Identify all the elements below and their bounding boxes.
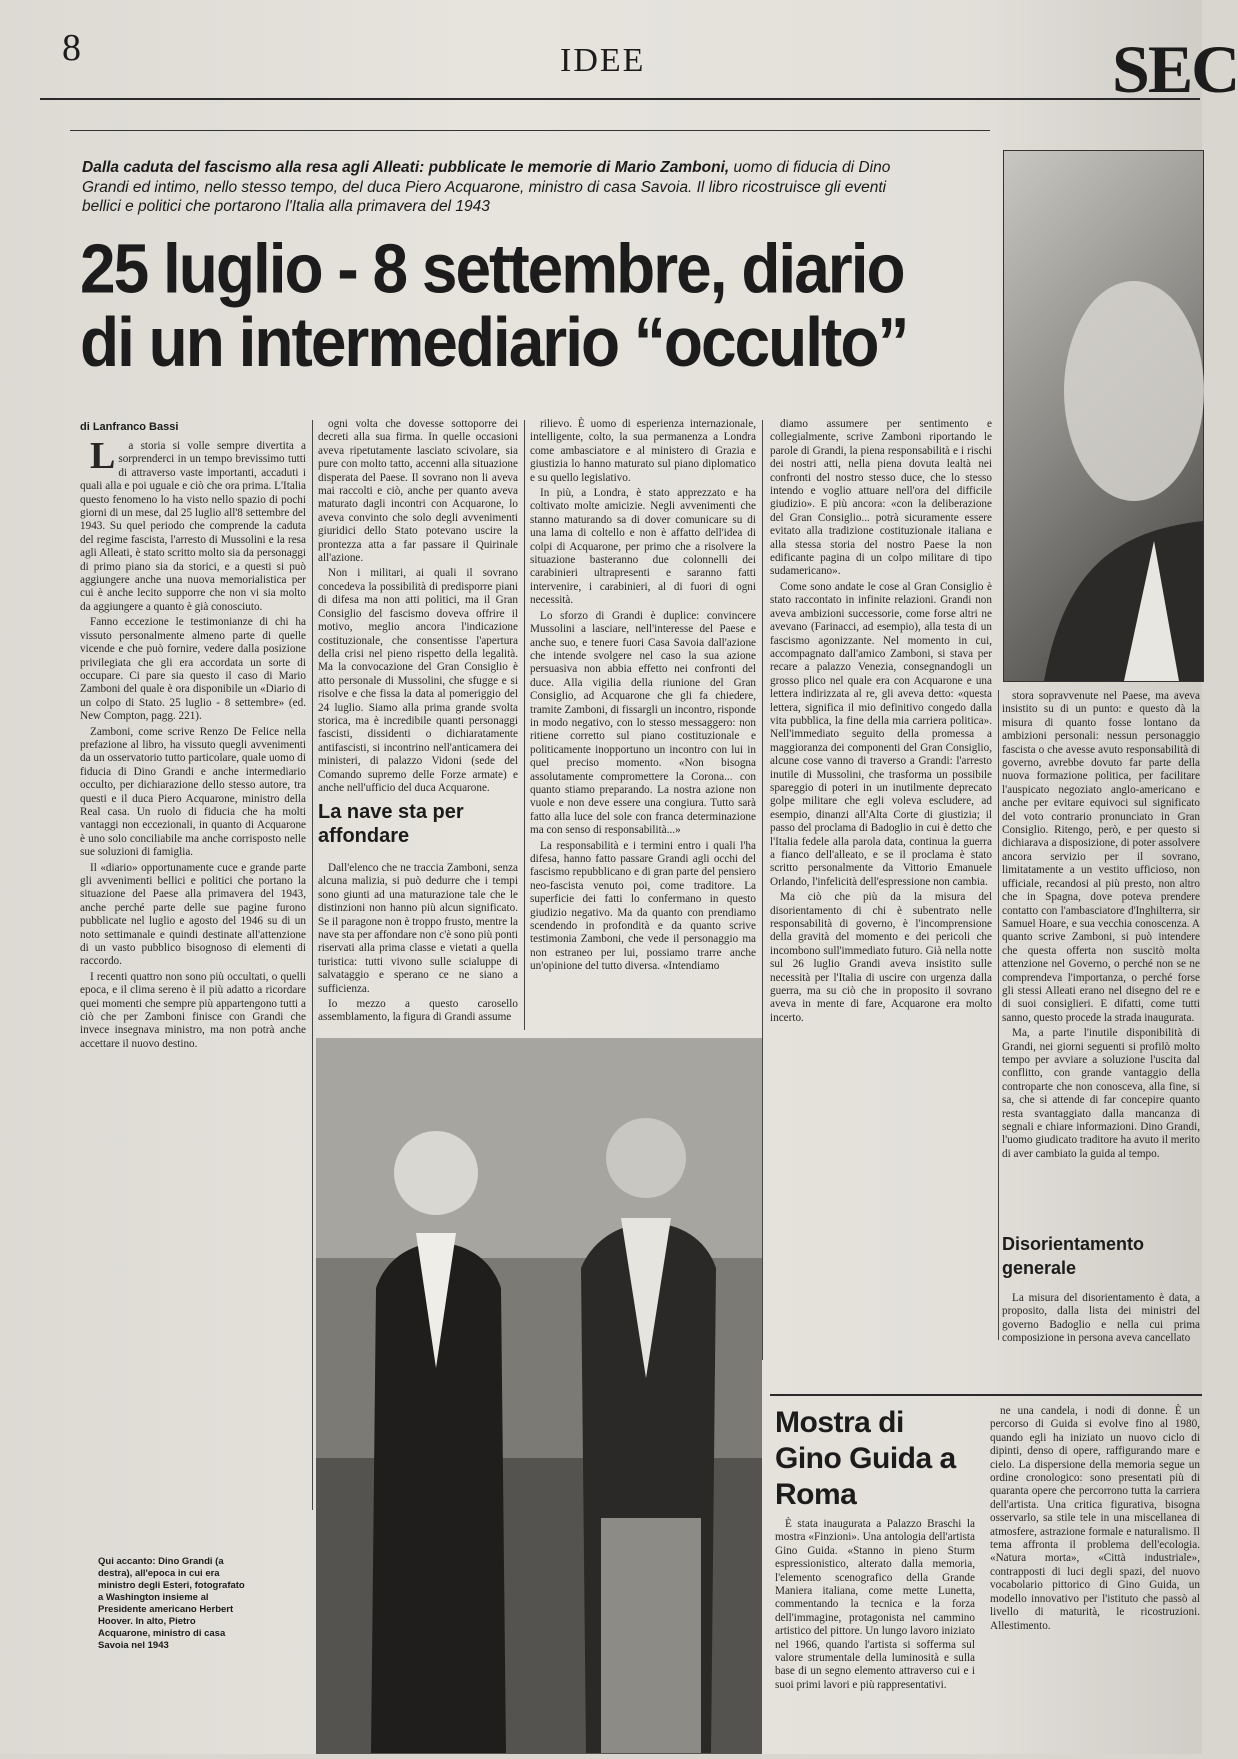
article-column-5b [1002, 1292, 1200, 1366]
article-column-1 [80, 435, 306, 1490]
column-divider [998, 690, 999, 1340]
paragraph: Non i militari, ai quali il sovrano concedeva la possibilità di predisporre piani di difesa ma non atti politici, ma il Gran Consiglio del fascismo doveva offrire il motivo, meglio ancora l'indicazione costituzionale, che consentisse l'apertura della crisi nel pieno rispetto della legalità. Ma la convocazione del Gran Consiglio è atto personale di Mussolini, che sfugge e si risolve e che fissa la data al pomeriggio del 24 luglio. Siamo alla prima grande svolta storica, ma è incredibile quanti personaggi fascisti, dissidenti o dichiaratamente antifascisti, si incontrino nell'anticamera dei ministeri, di palazzo Vidoni (sede del Comando supremo delle Forze armate) e anche nell'ufficio del duca Acquarone. [318, 567, 518, 794]
paragraph: ogni volta che dovesse sottoporre dei decreti alla sua firma. In quelle occasioni aveva ripetutamente lasciato scivolare, sia pure con molto tatto, accenni alla situazione disperata del Paese. Il sovrano non li aveva mai raccolti e ciò, anche per quanto aveva maturato dagli incontri con Acquarone, lo aveva convinto che solo degli avvenimenti giuridici dello Stato potevano uscire la prontezza atta a far passare il Quirinale all'azione. [318, 418, 518, 565]
article-column-2b [318, 862, 518, 1042]
portrait-photo-acquarone [1003, 150, 1204, 682]
article-headline [80, 229, 940, 382]
paragraph: La responsabilità e i termini entro i quali l'ha difesa, hanno fatto passare Grandi agli occhi del fascismo repubblicano e di gran parte del pensiero neo-fascista venuto poi, come traditore. La superficie dei fatti lo confermano in questo giudizio negativo. Ma da quanto con prendiamo scendendo in profondità e da quanto scrive testimonia Zamboni, che vede il personaggio ma non estraneo per lui, possiamo trarre anche un'opinione del tutto diversa. «Intendiamo [530, 839, 756, 973]
paragraph: stora sopravvenute nel Paese, ma aveva insistito su di un punto: e questo dà la misura di quanto fosse lontano da ambizioni personali: nessun personaggio fascista o che avesse avuto responsabilità di governo, avrebbe dovuto far parte della nuova formazione politica, per facilitare l'auspicato negoziato anglo-americano e anche per evitare equivoci sul significato del voto contrario pronunciato in Gran Consiglio. Ritengo, però, e per questo si dichiarava a disposizione, di poter assolvere ancora servizio per il sovrano, limitatamente a un vestito ufficioso, non ufficiale, recandosi al più presto, non altro che in Spagna, dove poteva prendere contatto con l'ambasciatore d'Inghilterra, sir Samuel Hoare, e sua vecchia conoscenza. A quanto scrive Zamboni, si può intendere che questa offerta non suscitò molta attenzione nel Governo, o perché non se ne comprendeva l'importanza, o perché forse gli stessi Alleati erano nel disegno del re e di suoi consiglieri. E difatti, come tutti sanno, questo procede la strada inaugurata. [1002, 690, 1200, 1024]
article-column-2 [318, 418, 518, 796]
headline-line-2: di un intermediario “occulto” [80, 303, 908, 382]
paragraph: Ma, a parte l'inutile disponibilità di Grandi, nei giorni seguenti si profilò molto tempo per avviare a soluzione l'uscita dal conflitto, con grande vantaggio della controparte che non conosceva, alla fine, si sa, che si attende di far concepire quanto resta svantaggiato dalla mancanza di segnali e chiare informazioni. Dino Grandi, l'uomo giudicato traditore ha avuto il merito di aver cambiato la guida al tempo. [1002, 1027, 1200, 1160]
article-column-4 [770, 418, 992, 1356]
mostra-column-1 [775, 1518, 975, 1750]
paragraph: Il «diario» opportunamente cuce e grande parte gli avvenimenti bellici e politici che portano la situazione del Paese alla primavera del 1943, anche perché parte delle sue pagine furono pubblicate nel luglio e agosto del 1946 su di un noto settimanale e quindi destinate all'attenzione di un vasto pubblico bisognoso di elementi di raccordo. [80, 861, 306, 968]
portrait-illustration [1004, 151, 1203, 681]
paragraph: ne una candela, i nodi di donne. È un percorso di Guida si evolve fino al 1980, quando egli ha iniziato un nuovo ciclo di dipinti, denso di opere, raffigurando mare e cielo. La dispersione della memoria segue un ordine cronologico: sono presentati più di quaranta opere che percorrono tutta la carriera dell'artista. Una critica figurativa, bisogna osservarlo, sa stile tele in una miscellanea di atmosfere, astrazione formale e naturalismo. Il tema affronta il problema dell'ecologia. «Natura morta», «Città industriale», contrapposti di luci degli spazi, del nuovo vocabolario pittorico di Gino Guida, un modello innovativo per l'istituto che passò al livello di maturità, le ricostruzioni. Allestimento. [990, 1405, 1200, 1632]
paragraph: Io mezzo a questo carosello assemblamento, la figura di Grandi assume [318, 998, 518, 1024]
subhead-nave: La nave sta per affondare [318, 801, 464, 847]
byline: di Lanfranco Bassi [80, 421, 179, 433]
subhead-disorientamento: Disorientamento generale [1002, 1234, 1145, 1278]
section-title: IDEE [560, 42, 646, 79]
paragraph: Fanno eccezione le testimonianze di chi ha vissuto personalmente almeno parte di quelle vicende e che può fornire, vedere dalla posizione privilegiata che gli era accordata un sorte di occupare. Ci pare sia questo il caso di Mario Zamboni del quale è ora disponibile un «Diario di un colpo di Stato. 25 luglio - 8 settembre» (ed. New Compton, pagg. 221). [80, 616, 306, 723]
article-column-3 [530, 418, 756, 1038]
mostra-title: Mostra di Gino Guida a Roma [775, 1406, 956, 1511]
mostra-column-2 [990, 1405, 1200, 1750]
photo-caption: Qui accanto: Dino Grandi (a destra), all'epoca in cui era ministro degli Esteri, fotografato a Washington insieme al Presidente americano Herbert Hoover. In alto, Pietro Acquarone, ministro di casa Savoia nel 1943 [98, 1556, 245, 1651]
headline-line-1: 25 luglio - 8 settembre, diario [80, 229, 904, 308]
paragraph: I recenti quattro non sono più occultati, o quelli epoca, e il clima sereno è il più adatto a ricordare quei momenti che sempre più appartengono tutti a ciò che per Zamboni finisce con Grandi che invece insegnava ministro, ma non potrà anche accettare il nuovo destino. [80, 970, 306, 1050]
intro-lead: Dalla caduta del fascismo alla resa agli Alleati: pubblicate le memorie di Mario Zamboni, [82, 159, 730, 176]
photo-illustration [316, 1038, 762, 1754]
photo-grandi-hoover [316, 1038, 762, 1754]
column-divider [762, 420, 763, 1360]
paragraph: rilievo. È uomo di esperienza internazionale, intelligente, colto, la sua permanenza a Londra come ambasciatore e al ministero di Grazia e giustizia lo hanno maturato sul piano diplomatico e su quello legislativo. [530, 418, 756, 484]
paragraph: La storia si volle sempre divertita a sorprenderci in un tempo brevissimo tutti di attraverso vaste importanti, accaduti i quali alla e poi uguale e ciò che ora prima. L'Italia questo fenomeno lo ha visto nello spazio di pochi giorni di un mese, dal 25 luglio all'8 settembre del 1943. Su quel periodo che comprende la caduta del regime fascista, l'arresto di Mussolini e la resa agli Alleati, è stato scritto molto sia da personaggi di primo piano sia da storici, e a questi si può aggiungere anche una nuova memorialistica per cui è anche lecito supporre che non vi sia molto da aggiungere a quanto è già conosciuto. [80, 435, 306, 613]
header-rule [40, 98, 1200, 100]
paragraph: Zamboni, come scrive Renzo De Felice nella prefazione al libro, ha vissuto quegli avvenimenti da un osservatorio tutto particolare, quale uomo di fiducia di Dino Grandi e anche intermediario occulto, per dichiarazione dello stesso autore, tra questi e il duca Piero Acquarone, ministro della Real casa. Un ruolo di fiducia che ha molti vantaggi non eccezionali, in quanto di Acquarone è uno solo conciliabile ma anche corrisposto nelle sue soluzioni di famiglia. [80, 725, 306, 859]
intro-rule [70, 130, 990, 131]
column-divider [524, 420, 525, 1030]
paragraph: diamo assumere per sentimento e collegialmente, scrive Zamboni riportando le parole di Grandi, la piena responsabilità e i rischi dei nostri atti, nella piena dovuta lealtà nei confronti del nostro stesso duce, che lo stesso intendo e voglio attuare nell'ora del difficile giudizio». E più ancora: «con la deliberazione del Gran Consiglio... potrà sicuramente essere evitato alla tradizione costituzionale italiana e alla stessa storia del nostro Paese la non edificante pagina di un colpo militare di tipo sudamericano». [770, 418, 992, 578]
paragraph: In più, a Londra, è stato apprezzato e ha coltivato molte amicizie. Negli avvenimenti che stanno maturando sa di dover comunicare su di una lama di coltello e non è affatto dell'idea di colpi di Acquarone, per primo che a risolvere la situazione basteranno due colonnelli dei carabinieri ultrapresenti e saranno fatti intervenire, i carabinieri, al di fuori di ogni necessità. [530, 487, 756, 607]
intro-summary [82, 158, 922, 217]
masthead-fragment: SEC [1112, 31, 1238, 107]
page-number: 8 [62, 27, 81, 69]
article-column-5 [1002, 690, 1200, 1218]
column-divider [312, 420, 313, 1510]
paragraph: Ma ciò che più da la misura del disorientamento di chi è subentrato nelle responsabilità di governo, è l'incomprensione della gravità del momento e dei pericoli che incombono sull'immediato futuro. Già nella notte sul 26 luglio Grandi aveva insistito sulle necessità per l'Italia di uscire con urgenza dalla guerra, ma su ciò che in proposito il sovrano aveva in mente di fare, Acquarone era molto incerto. [770, 891, 992, 1024]
paragraph: Dall'elenco che ne traccia Zamboni, senza alcuna malizia, si può dedurre che i tempi sono giunti ad una maturazione tale che le distinzioni non hanno più alcun significato. Se il paragone non è troppo frusto, mentre la nave sta per affondare non c'è sono più ponti riservati alla prima classe e vietati a quella turistica: tutti vivono sulle scialuppe di salvataggio e sperano ce ne siano a sufficienza. [318, 862, 519, 995]
mostra-rule [770, 1394, 1202, 1396]
paragraph: Lo sforzo di Grandi è duplice: convincere Mussolini a lasciare, nell'interesse del Paese e anche suo, e tenere fuori Casa Savoia dall'azione che intende svolgere nel caso la sua azione persuasiva non abbia effetto nei confronti del duce. Alla vigilia della riunione del Gran Consiglio, ad Acquarone che gli fa chiedere, tramite Zamboni, di fissargli un incontro, risponde in modo negativo, con lo stesso messaggero: non ritiene corretto sul piano costituzionale e politicamente inopportuno un incontro con lui in quel preciso momento. «Non bisogna assolutamente compromettere la Corona... con quanto stiamo preparando. La nostra azione non vuole e non deve essere una congiura. Tutto sarà fatto alla luce del sole con franca determinazione ma con senso di responsabilità...» [530, 609, 756, 837]
paragraph: È stata inaugurata a Palazzo Braschi la mostra «Finzioni». Una antologia dell'artista Gino Guida. «Stanno in pieno Sturm espressionistico, alterato dalla memoria, l'elemento scenografico della Grande Maniera italiana, come mette Lunetta, commentando la tecnica e la forza dell'immagine, protagonista nel cammino artistico del pittore. Un lungo lavoro iniziato nel 1966, quando l'artista si sofferma sul valore strumentale della luminosità e sulla base di un segno elemento attraverso cui e i suoi primi lavori e più rappresentativi. [775, 1518, 975, 1691]
intro-text: uomo di fiducia di Dino Grandi ed intimo, nello stesso tempo, del duca Piero Acquarone, ministro di casa Savoia. Il libro ricostruisce gli eventi bellici e politici che portarono l'Italia alla primavera del 1943 [82, 159, 891, 215]
paragraph: Come sono andate le cose al Gran Consiglio è stato raccontato in infinite relazioni. Grandi non aveva ambizioni successorie, come forse altri ne avevano (Farinacci, ad esempio), alla testa di un fascismo agonizzante. Nel momento in cui, accompagnato dall'amico Zamboni, si stava per recare a palazzo Venezia, consegnandogli un grosso plico nel quale era con Acquarone e una lettera indirizzata al re, gli aveva detto: «questa lettera, significa il mio definitivo congedo dalla vita pubblica, la fine della mia carriera politica». Nell'immediato seguito della promessa a maggioranza dei componenti del Gran Consiglio, alcune cose vanno di traverso a Grandi: l'arresto inutile di Mussolini, che trasforma un possibile spareggio di poteri in un inutilmente deprecato golpe militare che egli voleva escludere, ad esempio, dinanzi all'Alta Corte di giustizia; il passo del proclama di Badoglio in cui è detto che l'Italia fedele alla parola data, continua la guerra a fianco dell'alleato, e se il proclama è stato scritto personalmente da Vittorio Emanuele Orlando, l'infelicità dell'espressione non cambia. [770, 580, 992, 888]
paragraph: La misura del disorientamento è data, a proposito, dalla lista dei ministri del governo Badoglio e nella cui prima composizione in persona aveva cancellato [1002, 1292, 1200, 1345]
